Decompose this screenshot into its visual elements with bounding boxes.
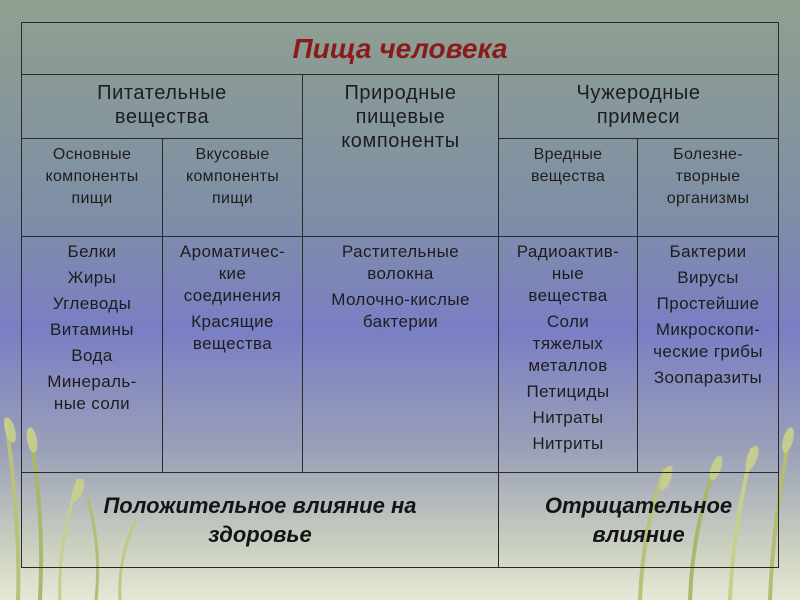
cell-text-line: влияние [592, 522, 685, 547]
list-item: Зоопаразиты [653, 368, 763, 387]
cell-text-line: компоненты [185, 168, 280, 185]
cell-text-line: пищевые [355, 106, 446, 128]
subheader-flavor-components [163, 139, 303, 237]
header-foreign-impurities [499, 75, 779, 139]
cell-text-line: компоненты [341, 130, 460, 152]
list-item: Радиоактив- ные вещества [516, 242, 620, 305]
cell-text-line: Вкусовые [195, 146, 270, 163]
list-item: Нитриты [532, 434, 604, 453]
list-item: Красящие вещества [191, 312, 274, 353]
list-item: Молочно-кислые бактерии [331, 290, 470, 331]
cell-text-line: вещества [114, 106, 210, 128]
list-item: Жиры [67, 268, 117, 287]
page-title: Пища человека [292, 32, 508, 64]
list-pathogenic-organisms [638, 237, 779, 473]
cell-text-line: Чужеродные [576, 82, 701, 104]
list-item: Соли тяжелых металлов [528, 312, 608, 375]
cell-text-line: примеси [596, 106, 681, 128]
list-item: Витамины [50, 320, 134, 339]
footer-positive-influence [22, 473, 499, 568]
list-item: Углеводы [52, 294, 132, 313]
cell-text-line: Основные [52, 146, 132, 163]
cell-text-line: здоровье [208, 522, 312, 547]
cell-text-line: пищи [71, 190, 113, 207]
cell-text-line: Вредные [533, 146, 603, 163]
subheader-pathogenic-organisms [638, 139, 779, 237]
list-natural-components [303, 237, 499, 473]
list-item: Белки [67, 242, 117, 261]
list-item: Растительные волокна [341, 242, 460, 283]
list-item: Вода [71, 346, 113, 365]
list-item: Простейшие [656, 294, 760, 313]
subheader-basic-components [22, 139, 163, 237]
subheader-harmful-substances [499, 139, 638, 237]
cell-text-line: творные [675, 168, 741, 185]
title-cell [22, 23, 779, 75]
footer-negative-influence [499, 473, 779, 568]
cell-text-line: компоненты [45, 168, 139, 185]
cell-text-line: Природные [344, 82, 457, 104]
list-item: Микроскопи- ческие грибы [653, 320, 763, 361]
food-table [21, 22, 779, 568]
header-nutrients [22, 75, 303, 139]
cell-text-line: Отрицательное [544, 493, 733, 518]
list-item: Нитраты [532, 408, 604, 427]
cell-text-line: вещества [530, 168, 606, 185]
cell-text-line: пищи [212, 190, 253, 207]
list-item: Минераль- ные соли [47, 372, 137, 413]
cell-text-line: организмы [666, 190, 750, 207]
list-item: Петициды [526, 382, 610, 401]
list-basic-components [22, 237, 163, 473]
list-item: Вирусы [677, 268, 739, 287]
cell-text-line: Положительное влияние на [103, 493, 417, 518]
cell-text-line: Болезне- [673, 146, 743, 163]
header-natural-components [303, 75, 499, 237]
list-harmful-substances [499, 237, 638, 473]
cell-text-line: Питательные [97, 82, 227, 104]
list-item: Ароматичес- кие соединения [179, 242, 286, 305]
list-item: Бактерии [669, 242, 747, 261]
list-flavor-components [163, 237, 303, 473]
